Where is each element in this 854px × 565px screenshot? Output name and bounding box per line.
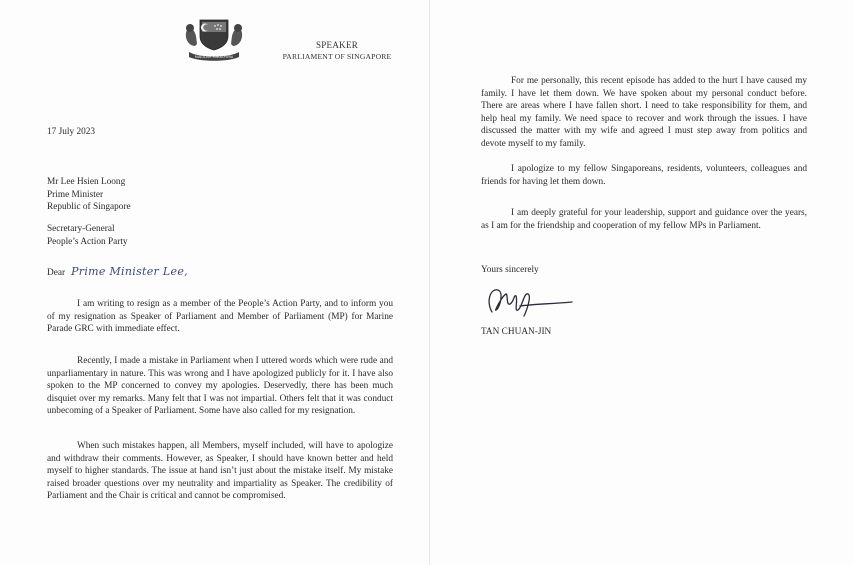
recipient-address-secondary [47, 223, 128, 248]
closing: Yours sincerely [481, 265, 539, 275]
recipient-title: Prime Minister [47, 189, 104, 200]
paragraph-mistake: Recently, I made a mistake in Parliament when I uttered words which were rude and unparliamentary in nature. This was wrong and I have apologized publicly for it. I have also spoken to the MP concerned to convey my apologies. Deservedly, there has been much disquiet over my remarks. Many felt that I was not impartial. Others felt that it was conduct unbecoming of a Speaker of Parliament. Some have also called for my resignation. [47, 356, 393, 416]
paragraph-family: For me personally, this recent episode has added to the hurt I have caused my family. I have let them down. We have spoken about my personal conduct before. There are areas where I have fallen short. I need to take responsibility for them, and help heal my family. We need space to recover and work through the issues. I have discussed the matter with my wife and agreed I must step away from politics and devote myself to my family. [481, 76, 807, 149]
paragraph-apology: I apologize to my fellow Singaporeans, residents, volunteers, colleagues and friends for having let them down. [481, 164, 807, 187]
coat-of-arms-icon [181, 14, 247, 62]
salutation [47, 266, 188, 280]
crest-motto: MAJULAH SINGAPURA [194, 55, 234, 60]
letterhead-subtitle: PARLIAMENT OF SINGAPORE [282, 52, 392, 61]
paragraph-standards: When such mistakes happen, all Members, myself included, will have to apologize and withdraw their comments. However, as Speaker, I should have known better and held myself to higher standards. The issue at hand isn’t just about the mistake itself. My mistake raised broader questions over my neutrality and impartiality as Speaker. The credibility of Parliament and the Chair is critical and cannot be compromised. [47, 441, 393, 501]
page-divider [429, 0, 430, 565]
recipient-address [47, 176, 131, 214]
recipient-country: Republic of Singapore [47, 202, 131, 212]
recipient-party: People’s Action Party [47, 236, 128, 247]
signer-name: TAN CHUAN-JIN [481, 327, 552, 337]
letter-date: 17 July 2023 [47, 127, 96, 137]
letterhead-title: SPEAKER [315, 40, 359, 50]
salutation-text: Dear [47, 268, 66, 278]
salutation-handwritten: Prime Minister Lee, [71, 265, 188, 278]
paragraph-gratitude: I am deeply grateful for your leadership, support and guidance over the years, as I am for the friendship and cooperation of my fellow MPs in Parliament. [481, 208, 807, 231]
recipient-name: Mr Lee Hsien Loong [47, 177, 126, 187]
recipient-role: Secretary-General [47, 224, 115, 234]
paragraph-resignation: I am writing to resign as a member of the People’s Action Party, and to inform you of my resignation as Speaker of Parliament and Member of Parliament (MP) for Marine Parade GRC with immediate effect. [47, 299, 393, 334]
letterhead [262, 40, 412, 62]
signature [480, 282, 580, 322]
